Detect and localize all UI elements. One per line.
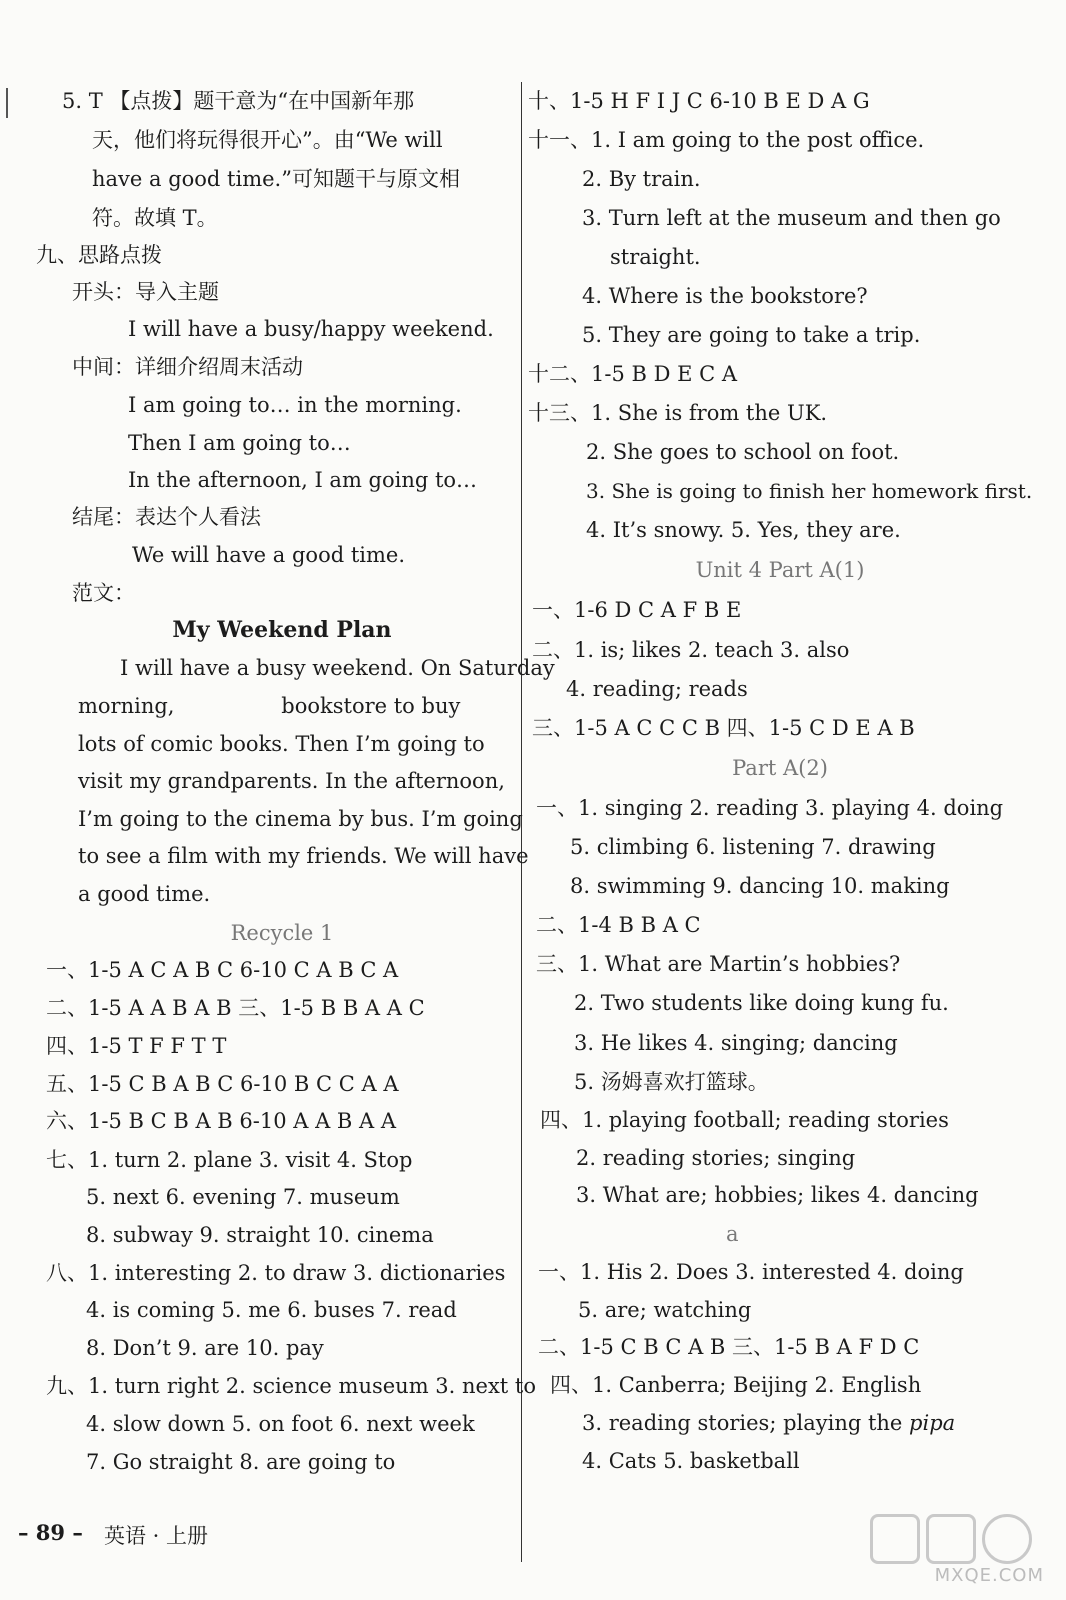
answer-line: 2. By train. [582,167,701,191]
essay-line: I will have a busy weekend. On Saturday [120,656,555,680]
answer-line: 2. She goes to school on foot. [586,440,900,464]
answer-line: 六、1-5 B C B A B 6-10 A A B A A [46,1109,397,1133]
answer-line: 八、1. interesting 2. to draw 3. dictionaries [46,1261,506,1285]
answer-line: 四、1. Canberra; Beijing 2. English [550,1373,922,1397]
essay-line: morning, bookstore to buy [78,694,461,718]
answer-line: straight. [610,245,701,269]
watermark-site: MXQE.COM [934,1565,1044,1586]
answer-line: 4. Where is the bookstore? [582,284,868,308]
answer-line: 九、1. turn right 2. science museum 3. next to [46,1374,536,1398]
outline-label: 开头：导入主题 [72,280,219,304]
outline-line: I am going to… in the morning. [128,393,462,417]
answer-line: 一、1. His 2. Does 3. interested 4. doing [538,1260,964,1284]
outline-label: 中间：详细介绍周末活动 [72,355,303,379]
section-title-part-a2: Part A(2) [732,756,828,780]
answer-line: 8. subway 9. straight 10. cinema [86,1223,434,1247]
answer-line: 5. climbing 6. listening 7. drawing [570,835,936,859]
answer-line [582,1410,955,1436]
watermark-logo [868,1514,1044,1586]
answer-line: 8. Don’t 9. are 10. pay [86,1336,324,1360]
answer-line: 3. He likes 4. singing; dancing [574,1031,898,1055]
answer-line: 七、1. turn 2. plane 3. visit 4. Stop [46,1148,413,1172]
answer-text: 3. reading stories; playing the [582,1411,910,1435]
section-heading: 九、思路点拨 [36,243,162,267]
section-title-recycle: Recycle 1 [230,921,334,945]
essay-line: I’m going to the cinema by bus. I’m going [78,807,523,831]
left-line: 5. T 【点拨】题干意为“在中国新年那 [62,89,415,113]
page-number: – 89 – [18,1520,83,1545]
book-title: 英语 · 上册 [104,1524,209,1548]
watermark-box [870,1514,920,1564]
answer-line: 4. slow down 5. on foot 6. next week [86,1412,475,1436]
answer-line: 五、1-5 C B A B C 6-10 B C C A A [46,1072,399,1096]
answer-line: 三、1-5 A C C C B 四、1-5 C D E A B [532,716,915,740]
outline-line: I will have a busy/happy weekend. [128,317,494,341]
answer-line: 二、1-5 A A B A B 三、1-5 B B A A C [46,996,425,1020]
model-label: 范文： [72,581,135,605]
watermark-box [982,1514,1032,1564]
answer-line: 四、1-5 T F F T T [46,1034,227,1058]
answer-line: 一、1-6 D C A F B E [532,598,742,622]
answer-line: 一、1. singing 2. reading 3. playing 4. doing [536,796,1004,820]
answer-line: 三、1. What are Martin’s hobbies? [536,952,901,976]
left-line: 天，他们将玩得很开心”。由“We will [92,128,443,152]
answer-line: 一、1-5 A C A B C 6-10 C A B C A [46,958,399,982]
answer-line: 十、1-5 H F I J C 6-10 B E D A G [528,89,870,113]
left-line: 符。故填 T。 [92,206,218,230]
answer-line: 5. next 6. evening 7. museum [86,1185,400,1209]
outline-line: In the afternoon, I am going to… [128,468,478,492]
answer-line: 二、1-4 B B A C [536,913,701,937]
edge-mark [6,88,8,118]
section-title-unit4: Unit 4 Part A(1) [695,558,865,582]
section-title-partial: a [726,1222,739,1246]
watermark-box [926,1514,976,1564]
answer-line: 2. reading stories; singing [576,1146,856,1170]
answer-italic-word: pipa [909,1411,956,1435]
answer-line: 5. 汤姆喜欢打篮球。 [574,1070,769,1094]
answer-line: 4. is coming 5. me 6. buses 7. read [86,1298,457,1322]
answer-line: 3. What are; hobbies; likes 4. dancing [576,1183,979,1207]
answer-line: 4. Cats 5. basketball [582,1449,800,1473]
essay-line: to see a film with my friends. We will have [78,844,529,868]
answer-line: 二、1-5 C B C A B 三、1-5 B A F D C [538,1335,920,1359]
essay-title: My Weekend Plan [172,617,392,643]
answer-line: 十二、1-5 B D E C A [528,362,738,386]
answer-line: 4. reading; reads [566,677,748,701]
outline-label: 结尾：表达个人看法 [72,505,261,529]
left-line: have a good time.”可知题干与原文相 [92,167,460,191]
outline-line: Then I am going to… [128,431,351,455]
answer-line: 5. are; watching [578,1298,752,1322]
answer-line: 7. Go straight 8. are going to [86,1450,396,1474]
answer-line: 十一、1. I am going to the post office. [528,128,925,152]
answer-line: 十三、1. She is from the UK. [528,401,828,425]
outline-line: We will have a good time. [132,543,405,567]
answer-line: 二、1. is; likes 2. teach 3. also [532,638,850,662]
answer-line: 5. They are going to take a trip. [582,323,921,347]
answer-line: 2. Two students like doing kung fu. [574,991,949,1015]
essay-line: visit my grandparents. In the afternoon, [78,769,505,793]
essay-line: a good time. [78,882,211,906]
answer-line: 4. It’s snowy. 5. Yes, they are. [586,518,901,542]
essay-line: lots of comic books. Then I’m going to [78,732,485,756]
answer-line: 3. Turn left at the museum and then go [582,206,1001,230]
answer-line: 3. She is going to finish her homework first. [586,479,1033,503]
answer-line: 四、1. playing football; reading stories [540,1108,949,1132]
answer-line: 8. swimming 9. dancing 10. making [570,874,950,898]
